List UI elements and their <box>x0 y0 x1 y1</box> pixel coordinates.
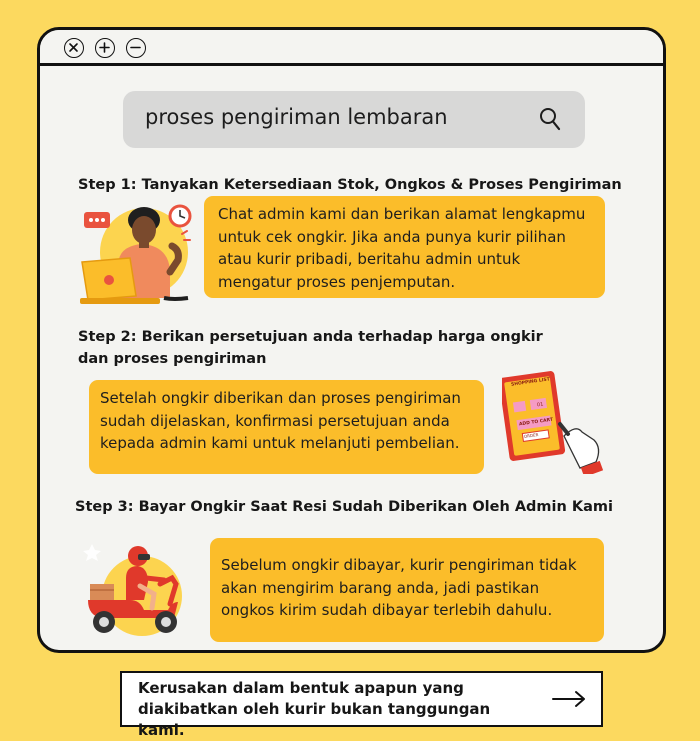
courier-scooter-illustration <box>82 538 188 636</box>
step-3-message: Sebelum ongkir dibayar, kurir pengiriman tidak akan mengirim barang anda, jadi pastikan ongkos kirim sudah dibayar terlebih dahulu. <box>210 538 604 642</box>
title-bar <box>40 30 663 66</box>
arrow-right-icon[interactable] <box>552 690 586 708</box>
customer-service-illustration <box>78 200 202 308</box>
tablet-qty-label: 01 <box>536 401 544 409</box>
tablet-shopping-illustration <box>502 370 610 474</box>
add-to-cart-label: ADD TO CART <box>518 417 554 428</box>
tablet-header-label: SHOPPING LIST <box>510 377 551 388</box>
tablet-order-label: ORDER <box>523 432 539 439</box>
search-icon[interactable] <box>538 106 562 132</box>
step-2-title: Step 2: Berikan persetujuan anda terhadap harga ongkir dan proses pengiriman <box>78 329 543 367</box>
search-input[interactable]: proses pengiriman lembaran <box>145 105 448 129</box>
step-3-title: Step 3: Bayar Ongkir Saat Resi Sudah Diberikan Oleh Admin Kami <box>75 499 613 515</box>
minimize-icon[interactable] <box>126 38 146 58</box>
close-icon[interactable] <box>64 38 84 58</box>
browser-window <box>37 27 666 653</box>
search-bar[interactable] <box>123 91 585 148</box>
maximize-icon[interactable] <box>95 38 115 58</box>
disclaimer-text: Kerusakan dalam bentuk apapun yang diakibatkan oleh kurir bukan tanggungan kami. <box>138 679 491 739</box>
disclaimer-box <box>120 671 603 739</box>
step-1-message: Chat admin kami dan berikan alamat lengkapmu untuk cek ongkir. Jika anda punya kurir pilihan atau kurir pribadi, beritahu admin untuk mengatur proses penjemputan. <box>204 196 605 298</box>
step-1-title: Step 1: Tanyakan Ketersediaan Stok, Ongkos & Proses Pengiriman <box>78 177 622 193</box>
step-2-message: Setelah ongkir diberikan dan proses pengiriman sudah dijelaskan, konfirmasi persetujuan anda kepada admin kami untuk melanjuti pembelian. <box>89 380 484 474</box>
